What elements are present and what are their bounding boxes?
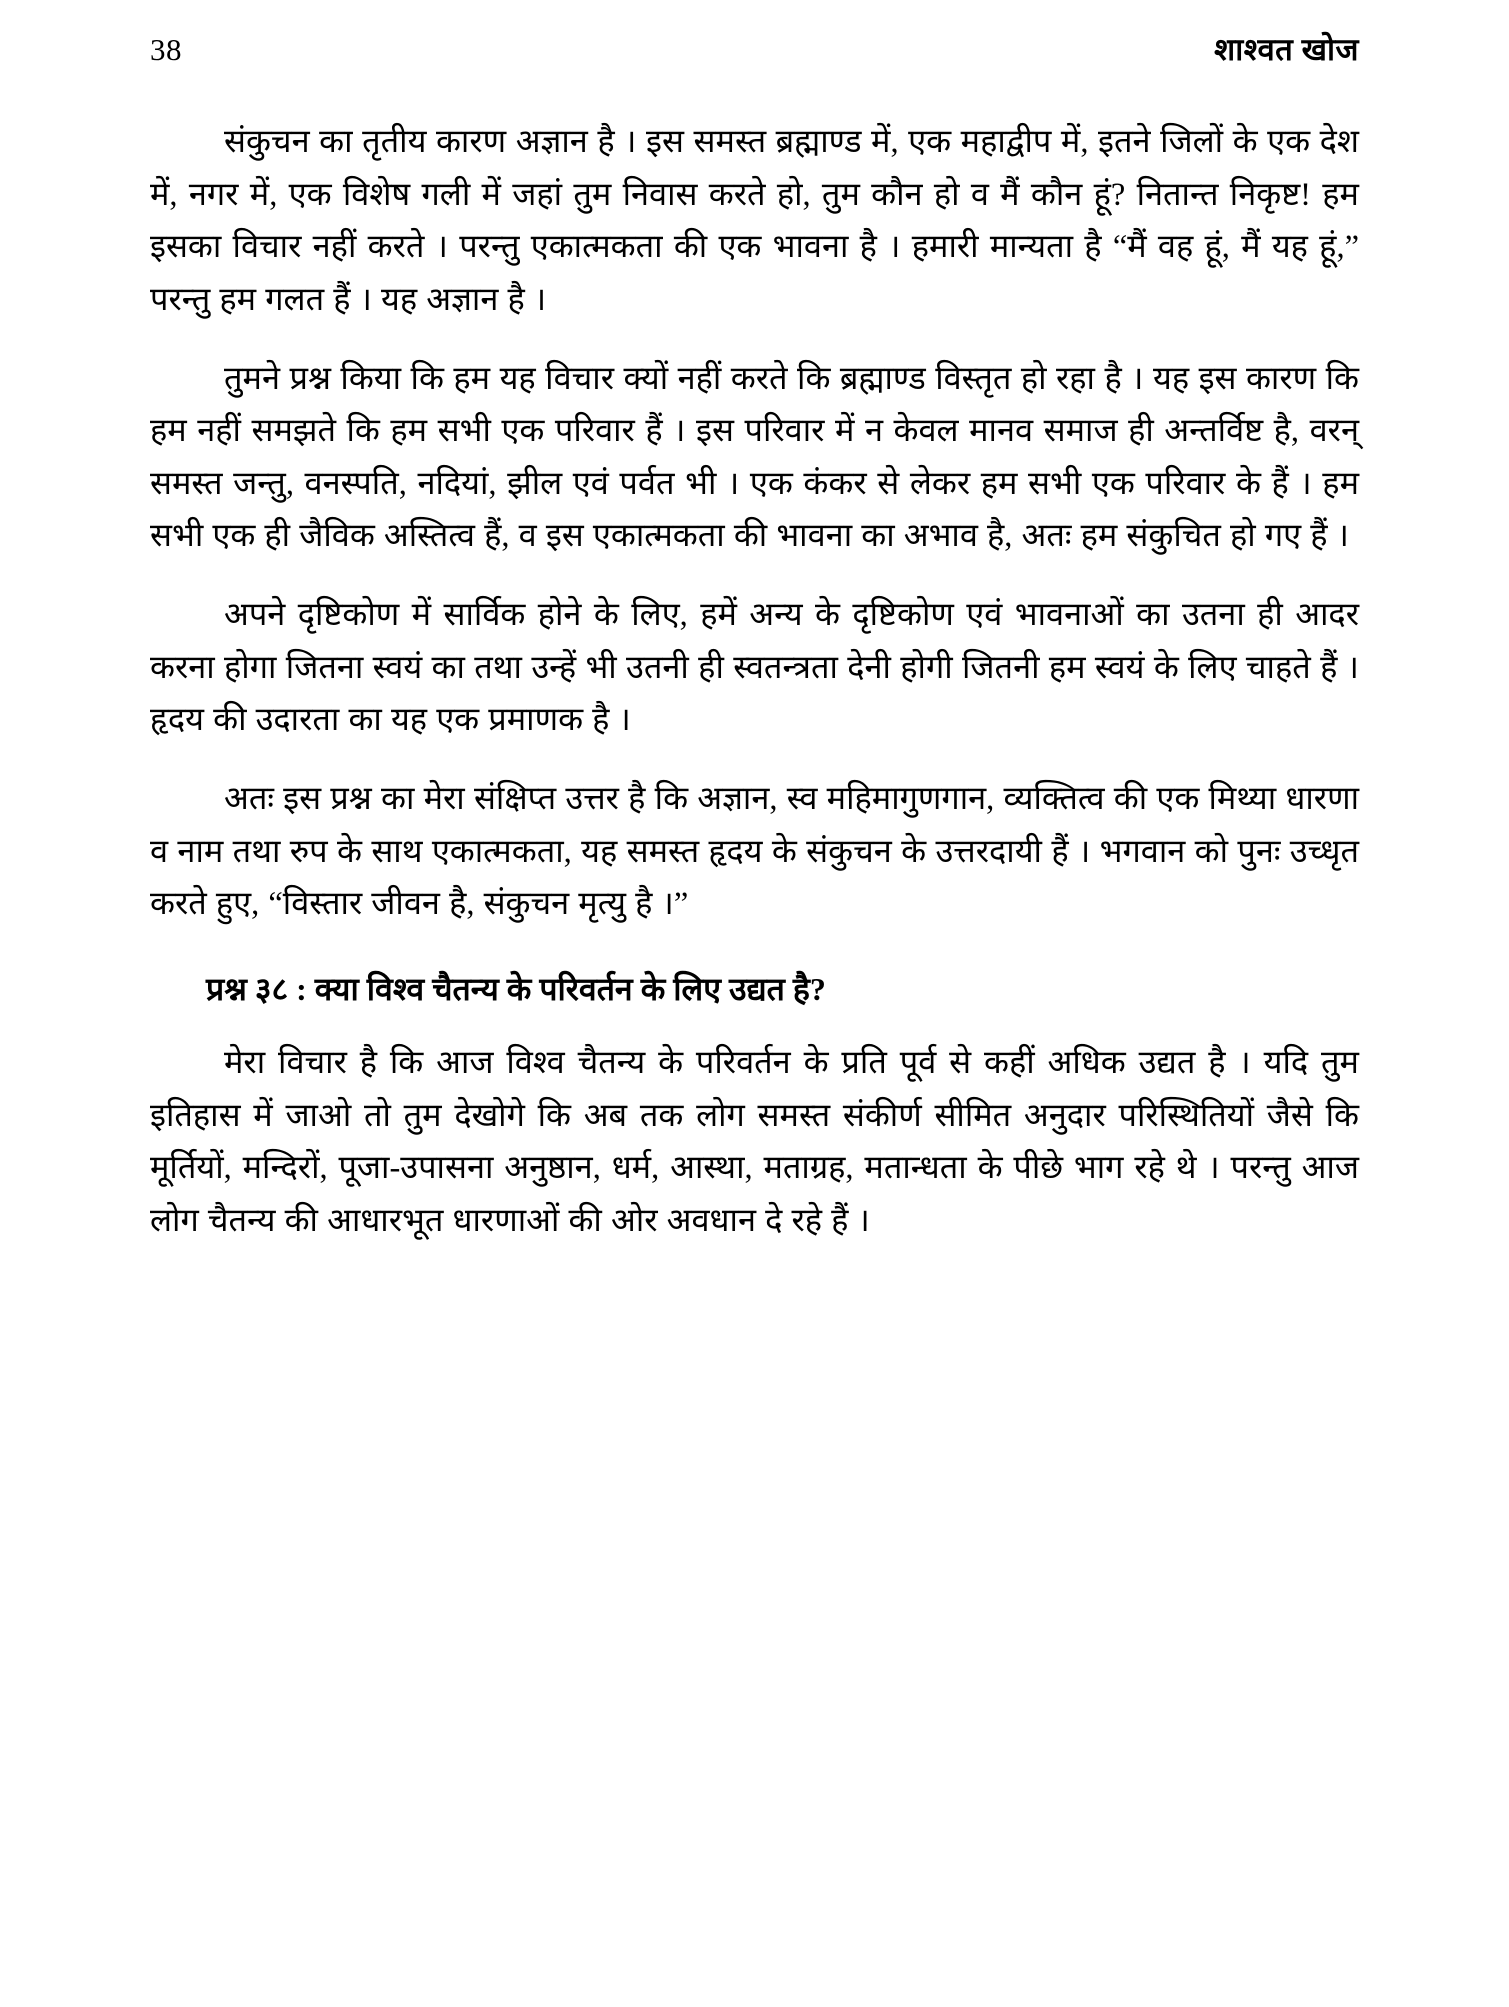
- page-number: 38: [150, 32, 182, 67]
- question-heading: प्रश्न ३८ : क्या विश्व चैतन्य के परिवर्तन के लिए उद्यत है?: [206, 970, 826, 1007]
- running-title: शाश्वत खोज: [1214, 32, 1359, 67]
- paragraph: तुमने प्रश्न किया कि हम यह विचार क्यों नहीं करते कि ब्रह्माण्ड विस्तृत हो रहा है । यह इस कारण कि हम नहीं समझते कि हम सभी एक परिवार हैं । इस परिवार में न केवल मानव समाज ही अन्तर्विष्ट है, वरन् समस्त जन्तु, वनस्पति, नदियां, झील एवं पर्वत भी । एक कंकर से लेकर हम सभी एक परिवार के हैं । हम सभी एक ही जैविक अस्तित्व हैं, व इस एकात्मकता की भावना का अभाव है, अतः हम संकुचित हो गए हैं ।: [150, 360, 1359, 555]
- page-body: [150, 116, 1359, 1248]
- page-header: [150, 28, 1359, 70]
- paragraph: अपने दृष्टिकोण में सार्विक होने के लिए, हमें अन्य के दृष्टिकोण एवं भावनाओं का उतना ही आदर करना होगा जितना स्वयं का तथा उन्हें भी उतनी ही स्वतन्त्रता देनी होगी जितनी हम स्वयं के लिए चाहते हैं । हृदय की उदारता का यह एक प्रमाणक है ।: [150, 597, 1359, 739]
- paragraph: मेरा विचार है कि आज विश्व चैतन्य के परिवर्तन के प्रति पूर्व से कहीं अधिक उद्यत है । यदि तुम इतिहास में जाओ तो तुम देखोगे कि अब तक लोग समस्त संकीर्ण सीमित अनुदार परिस्थितियों जैसे कि मूर्तियों, मन्दिरों, पूजा-उपासना अनुष्ठान, धर्म, आस्था, मताग्रह, मतान्धता के पीछे भाग रहे थे । परन्तु आज लोग चैतन्य की आधारभूत धारणाओं की ओर अवधान दे रहे हैं ।: [150, 1044, 1359, 1239]
- paragraph: अतः इस प्रश्न का मेरा संक्षिप्त उत्तर है कि अज्ञान, स्व महिमागुणगान, व्यक्तित्व की एक मिथ्या धारणा व नाम तथा रुप के साथ एकात्मकता, यह समस्त हृदय के संकुचन के उत्तरदायी हैं । भगवान को पुनः उच्धृत करते हुए, “विस्तार जीवन है, संकुचन मृत्यु है ।”: [150, 781, 1359, 923]
- paragraph: संकुचन का तृतीय कारण अज्ञान है । इस समस्त ब्रह्माण्ड में, एक महाद्वीप में, इतने जिलों के एक देश में, नगर में, एक विशेष गली में जहां तुम निवास करते हो, तुम कौन हो व मैं कौन हूं? नितान्त निकृष्ट! हम इसका विचार नहीं करते । परन्तु एकात्मकता की एक भावना है । हमारी मान्यता है “मैं वह हूं, मैं यह हूं,” परन्तु हम गलत हैं । यह अज्ञान है ।: [150, 124, 1359, 318]
